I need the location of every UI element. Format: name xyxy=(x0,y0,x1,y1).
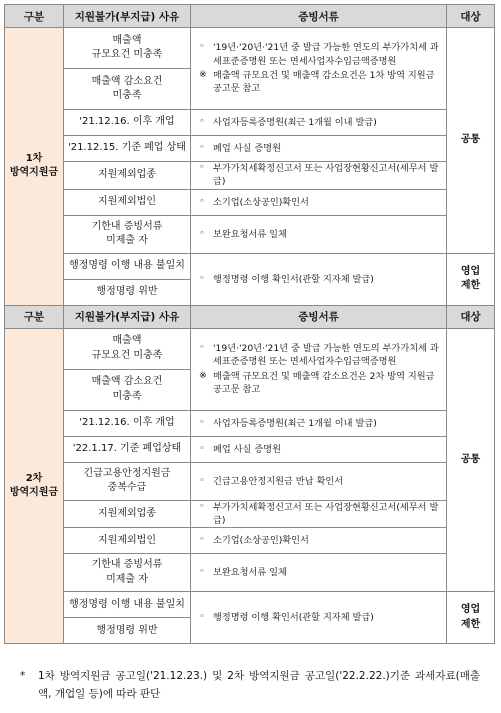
reason-cell: 지원제외법인 xyxy=(64,528,191,554)
eligibility-table xyxy=(4,4,495,644)
reason-cell: '21.12.16. 이후 개업 xyxy=(64,410,191,436)
target-business-restriction: 영업 제한 xyxy=(447,592,495,644)
evidence-cell xyxy=(191,110,447,136)
table-row xyxy=(5,215,495,253)
reason-cell: 행정명령 위반 xyxy=(64,279,191,305)
table-row xyxy=(5,436,495,462)
header-group: 구분 xyxy=(5,5,64,28)
table-row xyxy=(5,28,495,69)
table1-header-row xyxy=(5,5,495,28)
evidence-cell xyxy=(191,500,447,528)
reason-cell: 지원제외법인 xyxy=(64,189,191,215)
reason-cell: 매출액 감소요건 미충족 xyxy=(64,369,191,410)
evidence-cell xyxy=(191,410,447,436)
evidence-text: 행정명령 이행 확인서(관할 지자체 발급) xyxy=(213,612,374,624)
table-row xyxy=(5,162,495,190)
evidence-text: 소기업(소상공인)확인서 xyxy=(213,535,309,547)
evidence-text: 긴급고용안정지원금 반납 확인서 xyxy=(213,475,344,487)
reason-cell: 매출액 규모요건 미충족 xyxy=(64,28,191,69)
evidence-cell xyxy=(191,162,447,190)
header-reason: 지원불가(부지급) 사유 xyxy=(64,305,191,328)
footnote-marker: * xyxy=(20,670,26,682)
evidence-cell xyxy=(191,462,447,500)
evidence-text: 폐업 사실 증명원 xyxy=(213,443,281,455)
evidence-cell xyxy=(191,528,447,554)
bullet-marker: ◦ xyxy=(199,115,205,127)
evidence-text: 부가가치세확정신고서 또는 사업장현황신고서(세무서 발급) xyxy=(213,501,439,527)
reason-cell: 기한내 증빙서류 미제출 자 xyxy=(64,554,191,592)
header-group: 구분 xyxy=(5,305,64,328)
reason-cell: 지원제외업종 xyxy=(64,162,191,190)
evidence-admin-cell xyxy=(191,253,447,305)
bullet-marker: ◦ xyxy=(199,534,205,546)
evidence-admin-cell xyxy=(191,592,447,644)
group-label-round2: 2차 방역지원금 xyxy=(5,328,64,644)
table-row xyxy=(5,328,495,369)
header-target: 대상 xyxy=(447,5,495,28)
table-row xyxy=(5,189,495,215)
reason-cell: '21.12.15. 기준 폐업 상태 xyxy=(64,136,191,162)
evidence-text: 소기업(소상공인)확인서 xyxy=(213,196,309,208)
reason-cell: 행정명령 위반 xyxy=(64,618,191,644)
bullet-marker: ◦ xyxy=(199,416,205,428)
evidence-text: '19년·'20년·'21년 중 발급 가능한 연도의 부가가치세 과세표준증명원 또는 면세사업자수입금액증명원 xyxy=(213,343,439,368)
reason-cell: 긴급고용안정지원금 중복수급 xyxy=(64,462,191,500)
reason-cell: '22.1.17. 기준 폐업상태 xyxy=(64,436,191,462)
evidence-note: 매출액 규모요건 및 매출액 감소요건은 1차 방역 지원금 공고문 참고 xyxy=(213,70,435,95)
evidence-note: 매출액 규모요건 및 매출액 감소요건은 2차 방역 지원금 공고문 참고 xyxy=(213,370,435,396)
bullet-marker: ◦ xyxy=(199,611,205,623)
target-business-restriction: 영업 제한 xyxy=(447,253,495,305)
table-row xyxy=(5,592,495,618)
evidence-text: 사업자등록증명원(최근 1개월 이내 발급) xyxy=(213,417,377,429)
bullet-marker: ◦ xyxy=(199,41,205,53)
header-evidence: 증빙서류 xyxy=(191,305,447,328)
reason-cell: '21.12.16. 이후 개업 xyxy=(64,110,191,136)
evidence-text: 사업자등록증명원(최근 1개월 이내 발급) xyxy=(213,116,377,128)
evidence-cell xyxy=(191,554,447,592)
table-row xyxy=(5,462,495,500)
table-row xyxy=(5,253,495,279)
evidence-sales-cell xyxy=(191,28,447,110)
bullet-marker: ◦ xyxy=(199,162,205,173)
evidence-text: 보완요청서류 일체 xyxy=(213,228,287,240)
header-reason: 지원불가(부지급) 사유 xyxy=(64,5,191,28)
evidence-text: 행정명령 이행 확인서(관할 지자체 발급) xyxy=(213,273,374,285)
reason-cell: 기한내 증빙서류 미제출 자 xyxy=(64,215,191,253)
evidence-text: 부가가치세확정신고서 또는 사업장현황신고서(세무서 발급) xyxy=(213,163,439,188)
evidence-sales-cell xyxy=(191,328,447,410)
evidence-cell xyxy=(191,215,447,253)
group-label-round1: 1차 방역지원금 xyxy=(5,28,64,306)
bullet-marker: ◦ xyxy=(199,195,205,207)
evidence-cell xyxy=(191,436,447,462)
footnote-text: 1차 방역지원금 공고일('21.12.23.) 및 2차 방역지원금 공고일('22.2.22.)기준 과세자료(매출액, 개업일 등)에 따라 판단 xyxy=(38,670,480,701)
header-evidence: 증빙서류 xyxy=(191,5,447,28)
table-row xyxy=(5,410,495,436)
evidence-text: 보완요청서류 일체 xyxy=(213,567,287,579)
bullet-marker: ◦ xyxy=(199,227,205,239)
note-marker: ※ xyxy=(199,69,207,80)
target-common: 공통 xyxy=(447,28,495,254)
footnote xyxy=(20,667,480,704)
table-row xyxy=(5,554,495,592)
reason-cell: 매출액 규모요건 미충족 xyxy=(64,328,191,369)
bullet-marker: ◦ xyxy=(199,272,205,284)
evidence-cell xyxy=(191,136,447,162)
table-row xyxy=(5,528,495,554)
bullet-marker: ◦ xyxy=(199,442,205,454)
header-target: 대상 xyxy=(447,305,495,328)
table-row xyxy=(5,500,495,528)
bullet-marker: ◦ xyxy=(199,342,205,353)
bullet-marker: ◦ xyxy=(199,141,205,153)
bullet-marker: ◦ xyxy=(199,500,205,512)
table-row xyxy=(5,110,495,136)
evidence-text: '19년·'20년·'21년 중 발급 가능한 연도의 부가가치세 과세표준증명원 또는 면세사업자수입금액증명원 xyxy=(213,42,439,67)
evidence-text: 폐업 사실 증명원 xyxy=(213,142,281,154)
target-common: 공통 xyxy=(447,328,495,592)
bullet-marker: ◦ xyxy=(199,474,205,486)
reason-cell: 매출액 감소요건 미충족 xyxy=(64,69,191,110)
table-row xyxy=(5,136,495,162)
note-marker: ※ xyxy=(199,369,207,381)
bullet-marker: ◦ xyxy=(199,566,205,578)
reason-cell: 행정명령 이행 내용 불일치 xyxy=(64,253,191,279)
reason-cell: 행정명령 이행 내용 불일치 xyxy=(64,592,191,618)
reason-cell: 지원제외업종 xyxy=(64,500,191,528)
evidence-cell xyxy=(191,189,447,215)
table2-header-row xyxy=(5,305,495,328)
